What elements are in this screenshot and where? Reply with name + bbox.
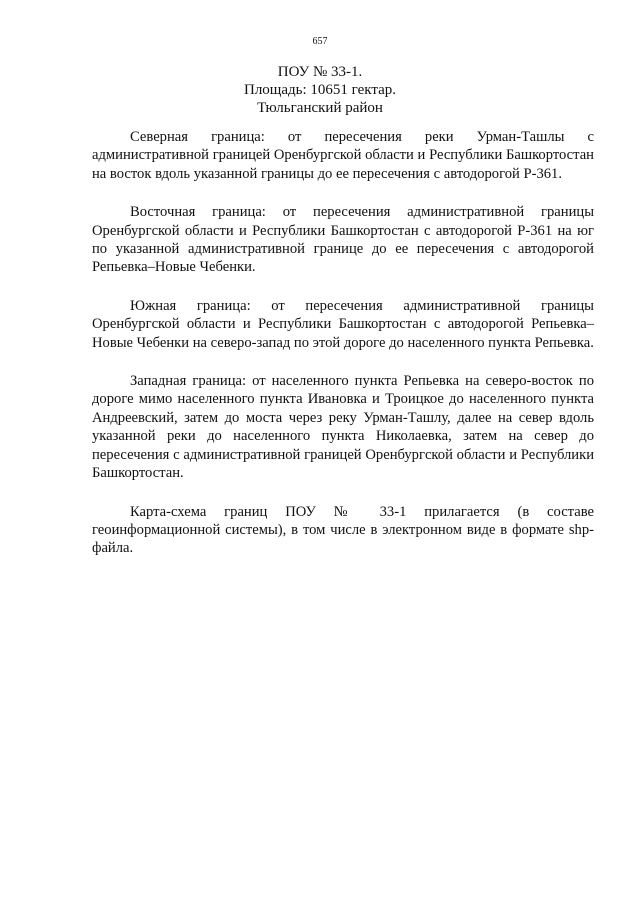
west-boundary-paragraph: Западная граница: от населенного пункта Репьевка на северо-восток по дороге мимо населенного пункта Ивановка и Троицкое до населенного пункта Андреевский, затем до моста через реку Урман-Ташлу, далее на север вдоль указанной реки до населенного пункта Николаевка, затем на север до пересечения с административной границей Оренбургской области и Республики Башкортостан. <box>92 373 594 482</box>
title-block <box>0 63 640 117</box>
district-line: Тюльганский район <box>257 100 383 116</box>
south-boundary-paragraph: Южная граница: от пересечения административной границы Оренбургской области и Республики Башкортостан с автодорогой Репьевка–Новые Чебенки на северо-запад по этой дороге до населенного пункта Репьевка. <box>92 297 594 351</box>
map-note-paragraph: Карта-схема границ ПОУ № 33-1 прилагается (в составе геоинформационной системы), в том числе в электронном виде в формате shp-файла. <box>92 503 594 557</box>
body-text <box>92 128 594 578</box>
document-title: ПОУ № 33-1. <box>277 64 363 80</box>
page-number: 657 <box>312 36 328 47</box>
area-line: Площадь: 10651 гектар. <box>243 82 396 98</box>
east-boundary-paragraph: Восточная граница: от пересечения административной границы Оренбургской области и Республики Башкортостан с автодорогой Р-361 на юг по указанной административной границе до ее пересечения с автодорогой Репьевка–Новые Чебенки. <box>92 204 594 276</box>
north-boundary-paragraph: Северная граница: от пересечения реки Урман-Ташлы с административной границей Оренбургской области и Республики Башкортостан на восток вдоль указанной границы до ее пересечения с автодорогой Р-361. <box>92 129 594 182</box>
